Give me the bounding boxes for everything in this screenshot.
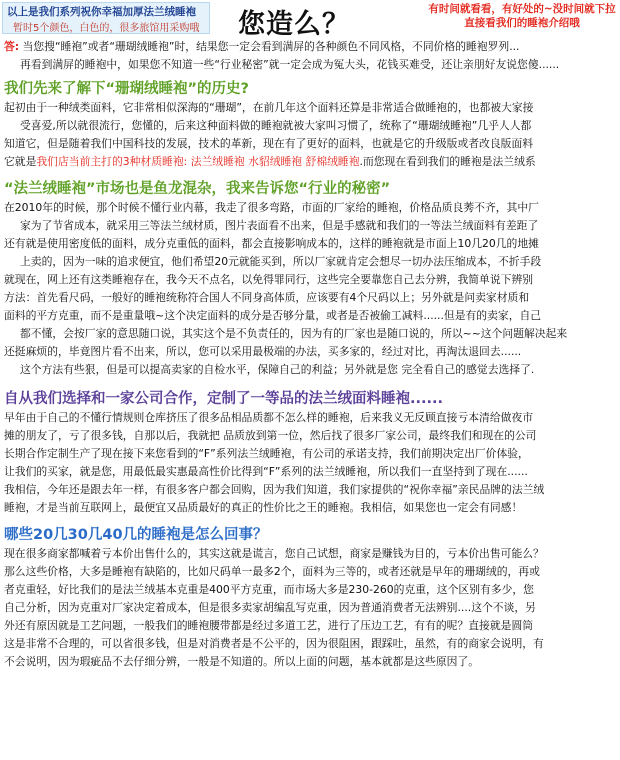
page-title: 您造么？ <box>238 9 350 40</box>
market-secrets-section <box>0 179 620 379</box>
partnership-line: 让我们的买家，就是您，用最低最实惠最高性价比得到“F”系列的法兰绒睡袍，所以我们一直坚持到了现在...... <box>4 465 528 478</box>
market-line: 还有就是使用密度低的面料，成分克重低的面料，都会直接影响成本的，这样的睡袍就是市面上10几20几的地摊 <box>4 237 539 250</box>
partnership-line: 早年由于自己的不懂行情规则仓库挤压了很多品相品质都不怎么样的睡袍，后来我义无反顾直接亏本清给做夜市 <box>4 411 534 424</box>
market-line: 在2010年的时候，那个时候不懂行业内幕，我走了很多弯路，市面的厂家给的睡袍，价格品质良莠不齐，其中厂 <box>4 201 539 214</box>
history-line: 知道它，但是随着我们中国科技的发展，技术的革新，现在有了更好的面料，也就是它的升级版或者改良版面料 <box>4 137 534 150</box>
partnership-line: 摊的朋友了，亏了很多钱，自那以后，我就把 品质放到第一位，然后找了很多厂家公司，最终我们和现在的公司 <box>4 429 537 442</box>
intro-line: 再看到满屏的睡袍中，如果您不知道一些“行业秘密”就一定会成为冤大头，花钱买难受，还让亲朋好友说您傻...... <box>20 58 560 71</box>
history-line: 起初由于一种绒类面料，它非常相似深海的“珊瑚”，在前几年这个面料还算是非常适合做睡袍的，也都被大家接 <box>4 101 534 114</box>
intro-line-1-text: 当您搜“睡袍”或者“珊瑚绒睡袍”时，结果您一定会看到满屏的各种颜色不同风格，不同价格的睡袍罗列... <box>19 40 520 53</box>
hint-line-2: 直接看我们的睡袍介绍哦 <box>464 17 580 29</box>
material-highlight: 我们店当前主打的3种材质睡袍: 法兰绒睡袍 水貂绒睡袍 舒棉绒睡袍 <box>36 155 360 168</box>
promo-line-1: 以上是我们系列祝你幸福加厚法兰绒睡袍 <box>7 6 196 18</box>
partnership-line: 我相信，今年还是跟去年一样，有很多客户都会回购，因为我们知道，我们家提供的“祝你幸福”亲民品牌的法兰绒 <box>4 483 545 496</box>
market-line: 面料的平方克重，而不是重量哦~这个决定面料的成分是否够分量，或者是否被偷工减料......但是有的卖家，自己 <box>4 309 542 322</box>
partnership-line: 长期合作定制生产了现在接下来您看到的“F”系列法兰绒睡袍，有公司的承诺支持，我们前期决定出厂价体验， <box>4 447 529 460</box>
history-heading: 我们先来了解下“珊瑚绒睡袍”的历史? <box>4 81 249 97</box>
history-line <box>0 153 620 171</box>
promo-banner-left <box>2 2 210 34</box>
history-line-prefix: 它就是 <box>4 155 37 168</box>
cheap-robes-line: 这是非常不合理的，可以省很多钱，但是对消费者是不公平的，因为很阻困，跟踩吐，虽然，有的商家会说明，有 <box>4 637 544 650</box>
promo-line-2: 暂时5个颜色，白色的，很多旅馆用采购哦 <box>13 23 200 34</box>
market-line: 就现在，网上还有这类睡袍存在，我今天不点名，以免得罪同行，这些完全要靠您自己去分辨，我简单说下辨别 <box>4 273 534 286</box>
partnership-section <box>0 389 620 517</box>
market-line: 这个方法有些狠，但是可以提高卖家的自检水平，保障自己的利益；另外就是您 完全看自己的感觉去选择了. <box>20 363 535 376</box>
market-line: 还挺麻烦的，毕竟图片看不出来，所以，您可以采用最极端的办法，买多家的，经过对比，再淘汰退回去...... <box>4 345 522 358</box>
market-heading: “法兰绒睡袍”市场也是鱼龙混杂，我来告诉您“行业的秘密” <box>4 181 391 197</box>
cheap-robes-line: 者克重轻，好比我们的是法兰绒基本克重是400平方克重，而市场大多是230-260的克重，这个区别有多少，您 <box>4 583 534 596</box>
cheap-robes-line: 现在很多商家都喊着亏本价出售什么的，其实这就是谎言，您自己试想，商家是赚钱为目的，亏本价出售可能么？ <box>4 547 544 560</box>
market-line: 上卖的，因为一味的追求便宜，他们希望20元就能买到，所以厂家就肯定会想尽一切办法压缩成本，不折手段 <box>20 255 542 268</box>
header-bar <box>0 0 620 40</box>
cheap-robes-line: 自己分析，因为克重对厂家决定着成本，但是很多卖家胡编乱写克重，因为普通消费者无法辨别....这个不谈，另 <box>4 601 536 614</box>
intro-answer <box>0 38 620 74</box>
cheap-robes-line: 那么这些价格，大多是睡袍有缺陷的，比如尺码单一最多2个，面料为三等的，或者还就是早年的珊瑚绒的，再或 <box>4 565 540 578</box>
hint-line-1: 有时间就看看，有好处的~没时间就下拉 <box>428 3 616 15</box>
history-line-suffix: .而您现在看到我们的睡袍是法兰绒系 <box>359 155 536 168</box>
cheap-robes-line: 不会说明，因为瑕疵品不去仔细分辨，一般是不知道的。所以上面的问题，基本就都是这些原因了。 <box>4 655 480 668</box>
market-line: 都不懂，会按厂家的意思随口说，其实这个是不负责任的，因为有的厂家也是随口说的，所以~~这个问题解决起来 <box>20 327 568 340</box>
market-line: 家为了节省成本，就采用三等法兰绒材质，图片表面看不出来，但是手感就和我们的一等法兰绒面料有差距了 <box>20 219 539 232</box>
cheap-robes-section <box>0 525 620 671</box>
market-line: 方法：首先看尺码，一般好的睡袍统称符合国人不同身高体质，应该要有4个尺码以上；另外就是问卖家材质和 <box>4 291 530 304</box>
cheap-robes-heading: 哪些20几30几40几的睡袍是怎么回事？ <box>4 527 268 543</box>
history-section <box>0 79 620 171</box>
history-line: 受喜爱,所以就很流行，您懂的，后来这种面料做的睡袍就被大家叫习惯了，统称了“珊瑚绒睡袍”几乎人人都 <box>20 119 532 132</box>
promo-banner-right <box>428 2 616 30</box>
cheap-robes-line: 外还有原因就是工艺问题，一般我们的睡袍腰带都是经过多道工艺，进行了压边工艺，有有的呢？直接就是圆筒 <box>4 619 534 632</box>
article-body <box>0 38 620 671</box>
intro-line: 答: 当您搜“睡袍”或者“珊瑚绒睡袍”时，结果您一定会看到满屏的各种颜色不同风格，不同价格的睡袍罗列... <box>4 40 520 53</box>
partnership-line: 睡袍，才是当前互联网上，最便宜又品质最好的真正的性价比之王的睡袍。我相信，如果您也一定会有同感！ <box>4 501 523 514</box>
partnership-heading: 自从我们选择和一家公司合作，定制了一等品的法兰绒面料睡袍...... <box>4 391 444 407</box>
